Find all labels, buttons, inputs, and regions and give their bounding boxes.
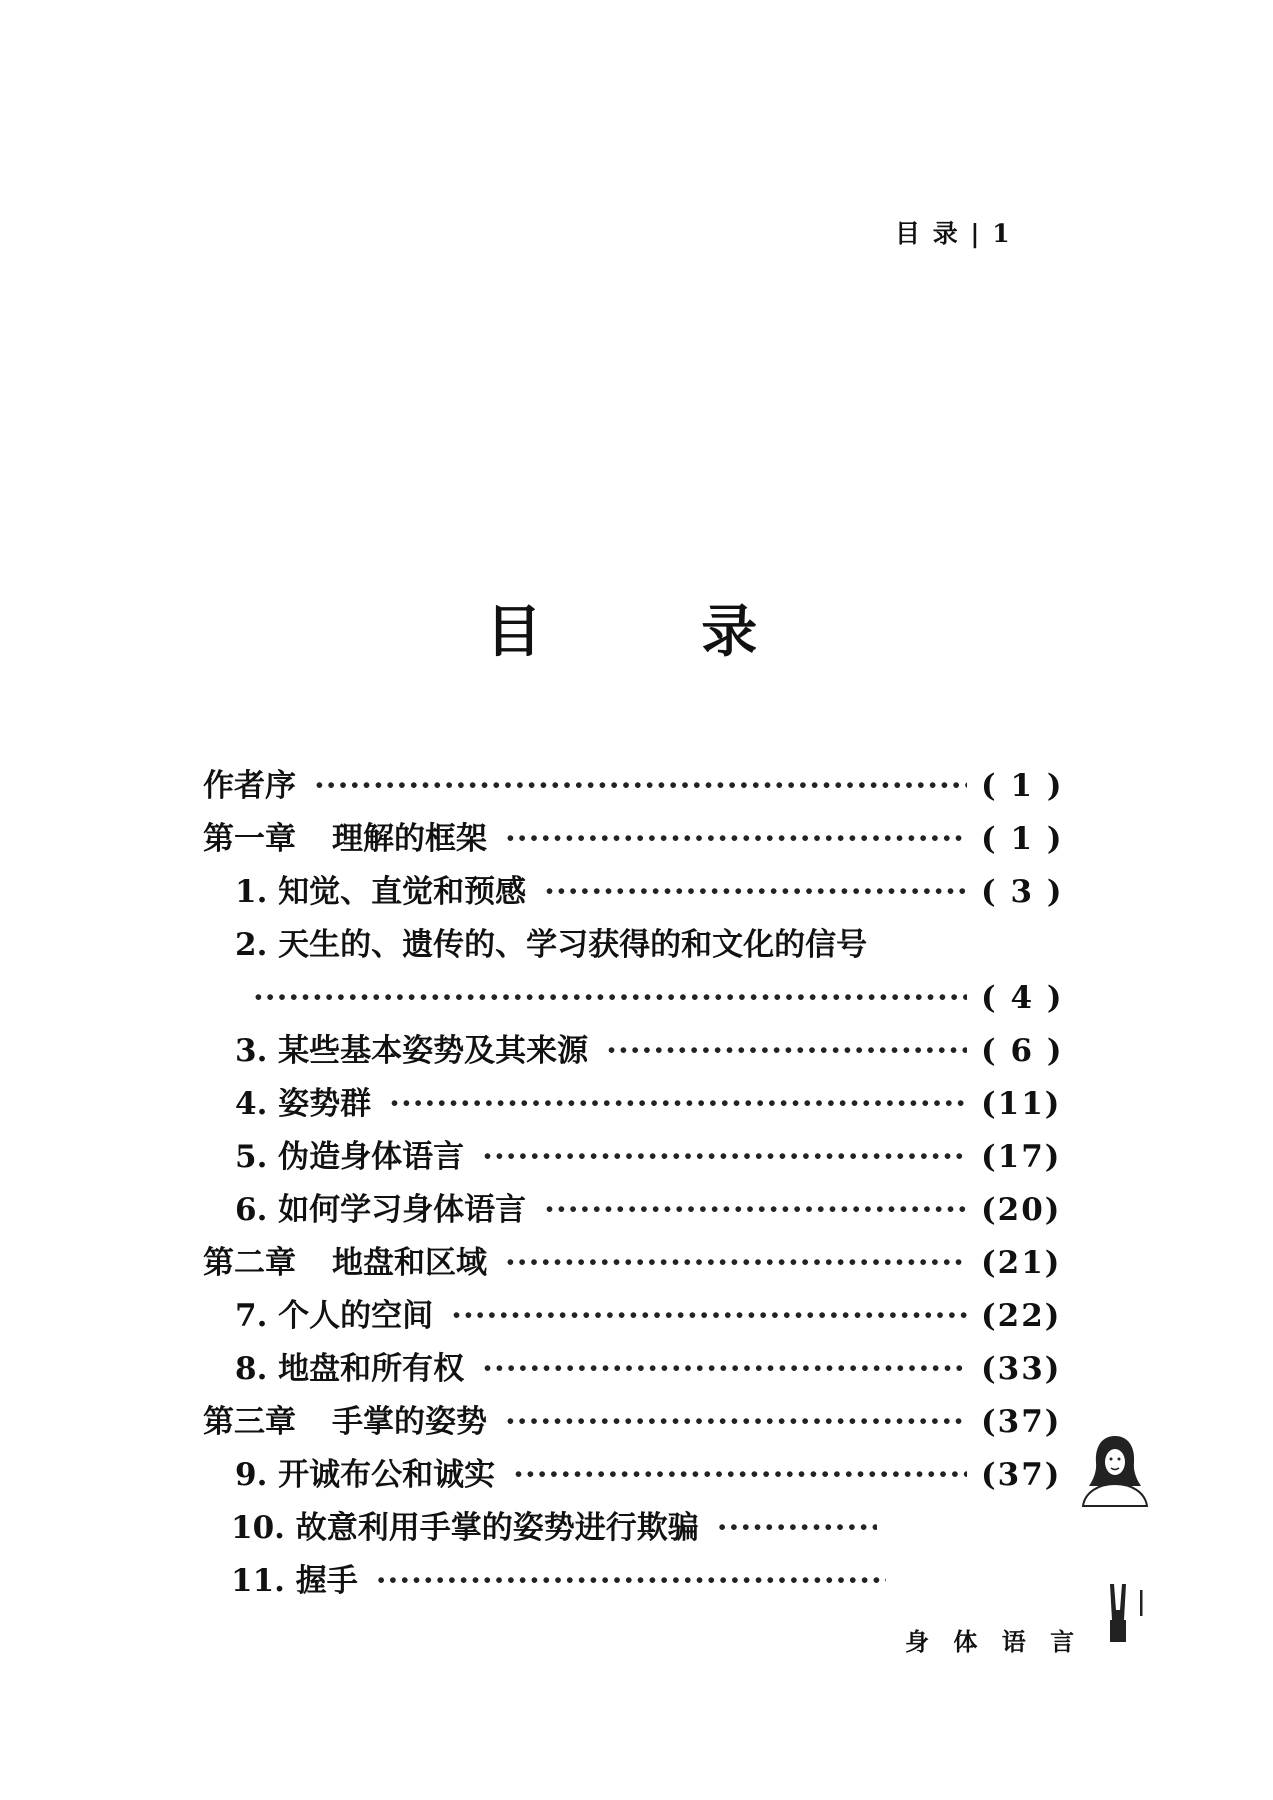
toc-entry-page: (22) bbox=[981, 1298, 1062, 1334]
toc-chapter-label bbox=[203, 1237, 487, 1290]
toc-entry-label: 10. 故意利用手掌的姿势进行欺骗 bbox=[231, 1510, 699, 1546]
dot-leader bbox=[253, 972, 967, 1025]
toc-chapter-label bbox=[203, 813, 487, 866]
dot-leader bbox=[717, 1502, 877, 1555]
dot-leader bbox=[451, 1290, 967, 1343]
toc-section[interactable] bbox=[203, 1078, 1062, 1131]
toc-entry-page: (21) bbox=[981, 1245, 1062, 1281]
toc-section[interactable] bbox=[203, 1290, 1062, 1343]
chapter-number: 第一章 bbox=[203, 821, 296, 857]
toc-entry[interactable] bbox=[203, 760, 1064, 813]
dot-leader bbox=[314, 760, 967, 813]
chapter-title: 手掌的姿势 bbox=[332, 1404, 487, 1440]
dot-leader bbox=[513, 1449, 967, 1502]
dot-leader bbox=[544, 1184, 967, 1237]
toc-section[interactable] bbox=[203, 1343, 1062, 1396]
dot-leader bbox=[376, 1555, 886, 1608]
dot-leader bbox=[389, 1078, 967, 1131]
toc-entry-page: (33) bbox=[981, 1351, 1062, 1387]
toc-section[interactable] bbox=[203, 866, 1064, 919]
toc-section[interactable] bbox=[203, 1449, 1062, 1502]
toc-section[interactable] bbox=[203, 919, 1045, 972]
toc-entry-page: ( 3 ) bbox=[981, 874, 1064, 910]
dot-leader bbox=[505, 1396, 967, 1449]
chapter-title: 理解的框架 bbox=[332, 821, 487, 857]
toc-entry-label: 2. 天生的、遗传的、学习获得的和文化的信号 bbox=[235, 927, 868, 963]
toc-entry-label: 9. 开诚布公和诚实 bbox=[235, 1457, 496, 1493]
toc-entry-label: 5. 伪造身体语言 bbox=[235, 1139, 465, 1175]
page-title: 目 录 bbox=[485, 599, 828, 665]
toc-entry-page: (37) bbox=[981, 1404, 1062, 1440]
toc-entry-label: 作者序 bbox=[203, 768, 296, 804]
toc-entry-page: (11) bbox=[981, 1086, 1062, 1122]
toc-chapter-label bbox=[203, 1396, 487, 1449]
woman-portrait-icon bbox=[1075, 1428, 1155, 1508]
toc-section-continuation[interactable] bbox=[203, 972, 1064, 1025]
dot-leader bbox=[544, 866, 967, 919]
toc-entry-page: ( 4 ) bbox=[981, 980, 1064, 1016]
toc-entry-page: (20) bbox=[981, 1192, 1062, 1228]
toc-entry-label: 4. 姿势群 bbox=[235, 1086, 372, 1122]
toc-entry-page: (17) bbox=[981, 1139, 1062, 1175]
standing-figure-icon bbox=[1100, 1580, 1150, 1650]
toc-section[interactable] bbox=[203, 1131, 1062, 1184]
table-of-contents bbox=[203, 760, 1064, 1608]
dot-leader bbox=[606, 1025, 967, 1078]
toc-chapter[interactable] bbox=[203, 1396, 1062, 1449]
toc-entry-page: ( 1 ) bbox=[981, 768, 1064, 804]
toc-entry-page: ( 1 ) bbox=[981, 821, 1064, 857]
toc-entry-page: (37) bbox=[981, 1457, 1062, 1493]
toc-entry-label: 11. 握手 bbox=[231, 1563, 358, 1599]
dot-leader bbox=[482, 1131, 967, 1184]
dot-leader bbox=[482, 1343, 967, 1396]
toc-section[interactable] bbox=[203, 1025, 1064, 1078]
toc-entry-label: 8. 地盘和所有权 bbox=[235, 1351, 465, 1387]
toc-chapter[interactable] bbox=[203, 813, 1064, 866]
toc-entry-label: 6. 如何学习身体语言 bbox=[235, 1192, 527, 1228]
chapter-number: 第二章 bbox=[203, 1245, 296, 1281]
chapter-number: 第三章 bbox=[203, 1404, 296, 1440]
dot-leader bbox=[505, 1237, 967, 1290]
toc-entry-label: 1. 知觉、直觉和预感 bbox=[235, 874, 527, 910]
chapter-title: 地盘和区域 bbox=[332, 1245, 487, 1281]
dot-leader bbox=[505, 813, 967, 866]
toc-entry-page: ( 6 ) bbox=[981, 1033, 1064, 1069]
footer-book-title: 身 体 语 言 bbox=[905, 1627, 1083, 1656]
toc-section[interactable] bbox=[203, 1184, 1062, 1237]
running-header: 目 录 | 1 bbox=[895, 219, 1012, 248]
toc-section[interactable] bbox=[203, 1555, 1045, 1608]
toc-entry-label: 3. 某些基本姿势及其来源 bbox=[235, 1033, 589, 1069]
toc-section[interactable] bbox=[203, 1502, 1045, 1555]
toc-entry-label: 7. 个人的空间 bbox=[235, 1298, 434, 1334]
toc-chapter[interactable] bbox=[203, 1237, 1062, 1290]
